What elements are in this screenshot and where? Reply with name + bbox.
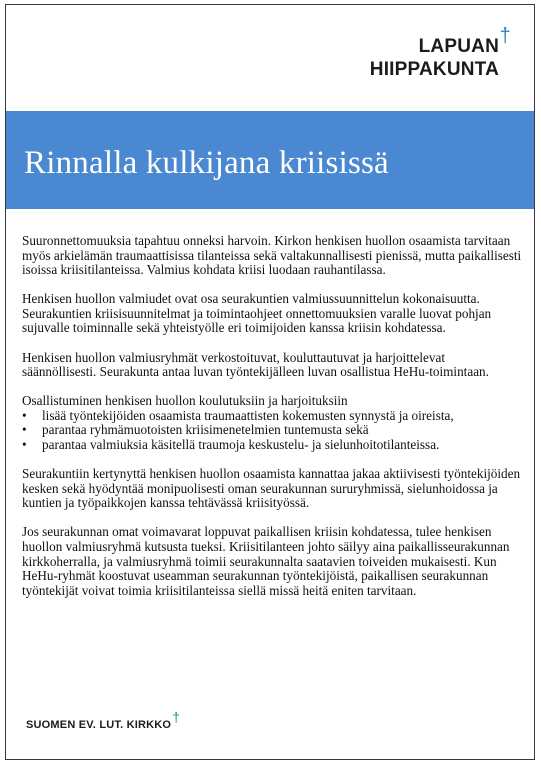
paragraph-5: Seurakuntiin kertynyttä henkisen huollon osaamista kannattaa jakaa aktiivisesti työntekijöiden kesken sekä hyödyntää monipuolisesti oman seurakunnan sururyhmissä, sielunhoidossa ja kuntien ja työpaikkojen kanssa tehtävässä kriisityössä. <box>22 466 521 511</box>
bullet-icon: • <box>22 437 27 453</box>
page-title: Rinnalla kulkijana kriisissä <box>24 145 389 181</box>
cross-icon: † <box>499 25 511 47</box>
cross-icon: † <box>172 709 181 725</box>
diocese-logo <box>369 25 511 81</box>
body-text <box>22 234 522 613</box>
list-item <box>22 409 522 424</box>
document-page <box>5 4 535 760</box>
bullet-list <box>22 409 522 453</box>
paragraph-1: Suuronnettomuuksia tapahtuu onneksi harvoin. Kirkon henkisen huollon osaamista tarvitaan myös arkielämän traumaattisissa tilanteissa sekä valtakunnallisesti pienissä, mutta paikallisesti isoissa kriisitilanteissa. Valmius kohdata kriisi luodaan rauhantilassa. <box>22 233 522 278</box>
list-item-text: lisää työntekijöiden osaamista traumaattisten kokemusten synnystä ja oireista, <box>42 407 454 423</box>
paragraph-6: Jos seurakunnan omat voimavarat loppuvat paikallisen kriisin kohdatessa, tulee henkisen huollon valmiusryhmä kutsusta tueksi. Kriisitilanteen johto säilyy aina paikallisseurakunnan kirkkoherralla, ja valmiusryhmä toimii seurakunnalta saatavien toiveiden mukaisesti. Kun HeHu-ryhmät koostuvat useamman seurakunnan työntekijöistä, paikallisen seurakunnan työntekijät voivat toimia kriisitilanteissa siellä missä heitä eniten tarvitaan. <box>22 524 510 598</box>
paragraph-4-intro: Osallistuminen henkisen huollon koulutuksiin ja harjoituksiin <box>22 393 348 409</box>
list-item-text: parantaa ryhmämuotoisten kriisimenetelmien tuntemusta sekä <box>42 422 369 438</box>
logo-line-1: LAPUAN <box>418 36 499 57</box>
church-logo <box>26 709 181 731</box>
list-item-text: parantaa valmiuksia käsitellä traumoja keskustelu- ja sielunhoitotilanteissa. <box>42 437 440 453</box>
paragraph-3: Henkisen huollon valmiusryhmät verkostoituvat, kouluttautuvat ja harjoittelevat säännöllisesti. Seurakunta antaa luvan työntekijälleen luvan osallistua HeHu-toimintaan. <box>22 349 489 380</box>
bullet-icon: • <box>22 422 27 438</box>
title-banner <box>6 111 534 209</box>
bullet-icon: • <box>22 407 27 423</box>
logo-line-2: HIIPPAKUNTA <box>369 59 499 80</box>
list-item <box>22 423 522 438</box>
paragraph-2: Henkisen huollon valmiudet ovat osa seurakuntien valmiussuunnittelun kokonaisuutta. Seurakuntien kriisisuunnitelmat ja toimintaohjeet onnettomuuksien varalle luovat pohjan sujuvalle toiminnalle sekä yhteistyölle eri toimijoiden kanssa kriisin kohdatessa. <box>22 291 492 336</box>
list-item <box>22 438 522 453</box>
footer-text: SUOMEN EV. LUT. KIRKKO <box>26 719 172 731</box>
